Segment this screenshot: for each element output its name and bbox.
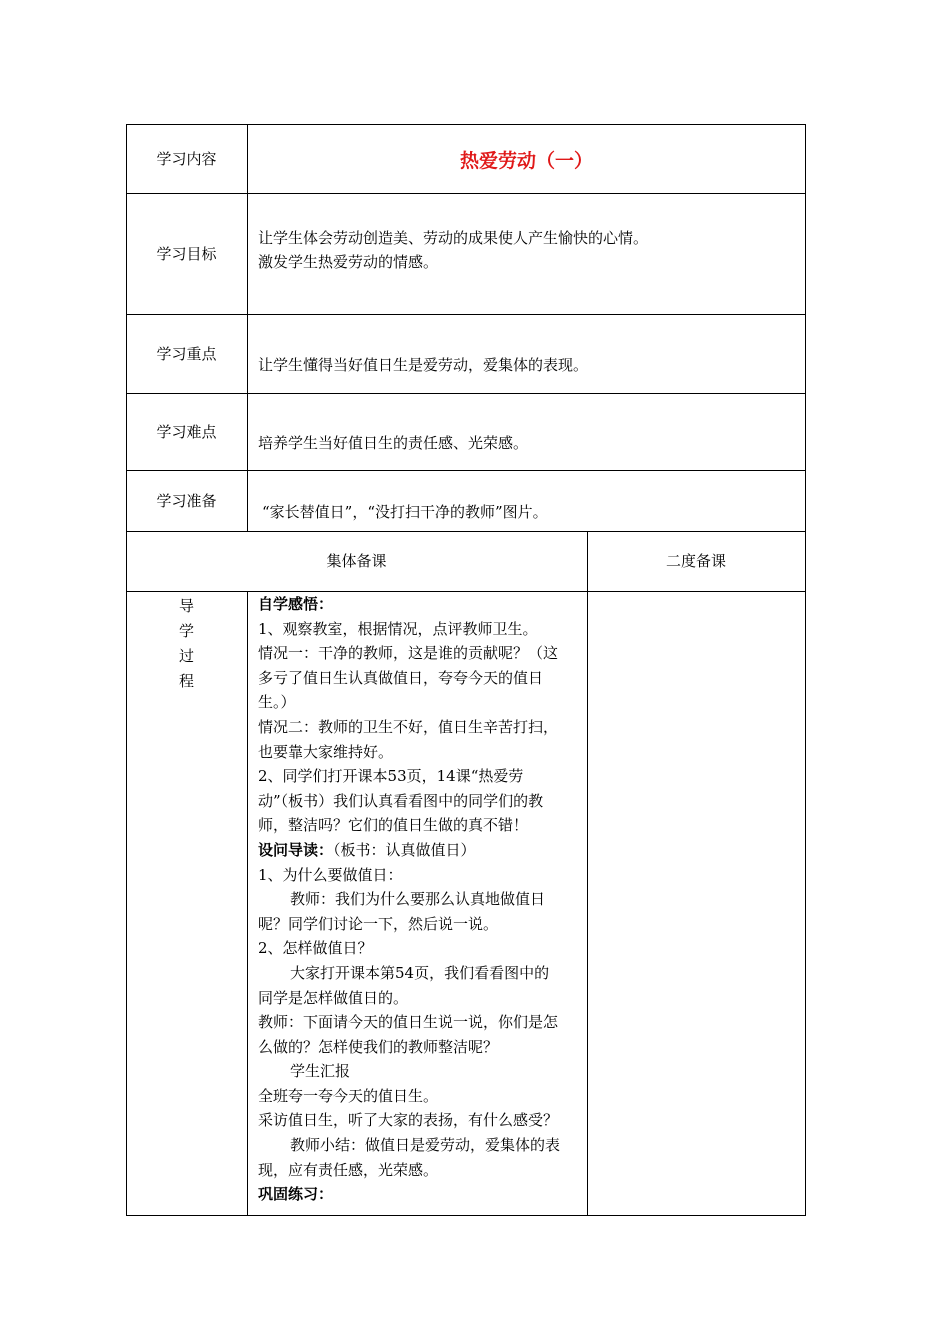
row-label-difficulty: 学习难点 [156,423,217,441]
goals-line-2: 激发学生热爱劳动的情感。 [258,253,439,271]
process-label: 导 学 过 程 [178,597,194,690]
row-label-key: 学习重点 [156,345,217,363]
prep-text: “家长替值日”，“没打扫干净的教师”图片。 [262,503,548,521]
guided-line: 呢？同学们讨论一下，然后说一说。 [258,914,499,933]
guided-line: 全班夸一夸今天的值日生。 [258,1086,439,1105]
second-prep-header: 二度备课 [665,552,726,570]
self-study-line: 情况二：教师的卫生不好，值日生辛苦打扫， [258,717,559,736]
row-label-prep: 学习准备 [156,492,217,510]
row-divider [126,470,806,471]
guided-line: 同学是怎样做值日的。 [258,988,409,1007]
self-study-heading: 自学感悟： [258,595,334,613]
self-study-line: 动”（板书）我们认真看看图中的同学们的教 [258,791,544,810]
guided-line: 1、为什么要做值日： [258,865,403,884]
self-study-line: 生。） [258,693,296,712]
process-content [258,592,583,1207]
practice-heading: 巩固练习： [258,1185,334,1204]
row-divider [126,393,806,394]
guided-line: 采访值日生，听了大家的表扬，有什么感受？ [258,1111,559,1130]
second-prep-column-divider [587,531,588,1216]
row-divider [126,531,806,532]
guided-line: 现，应有责任感，光荣感。 [258,1160,439,1179]
collective-prep-header: 集体备课 [326,552,387,570]
page-title: 热爱劳动（一） [459,150,593,172]
guided-line: 么做的？怎样使我们的教师整洁呢？ [258,1037,499,1056]
self-study-line: 情况一：干净的教师，这是谁的贡献呢？（这 [258,644,559,663]
self-study-line: 多亏了值日生认真做值日，夸夸今天的值日 [258,668,544,687]
guided-heading: 设问导读： [258,840,334,859]
self-study-line: 1、观察教室，根据情况，点评教师卫生。 [258,619,538,638]
guided-line: 2、怎样做值日？ [258,939,373,958]
self-study-line: 师，整洁吗？它们的值日生做的真不错！ [258,816,529,835]
self-study-line: 2、同学们打开课本53页，14课“热爱劳 [258,767,524,786]
guided-heading-line [258,838,583,863]
row-divider [126,314,806,315]
table-border-bottom [126,1215,806,1216]
guided-heading-note: （板书：认真做值日） [333,840,476,859]
guided-line: 教师：我们为什么要那么认真地做值日 [290,890,546,909]
table-border-top [126,124,806,125]
label-column-divider [247,124,248,532]
row-divider [126,193,806,194]
guided-line: 教师：下面请今天的值日生说一说，你们是怎 [258,1013,559,1032]
row-label-content: 学习内容 [156,150,217,168]
table-border-right [805,124,806,1216]
guided-line: 学生汇报 [290,1062,351,1081]
guided-line: 大家打开课本第54页，我们看看图中的 [290,963,550,982]
key-text: 让学生懂得当好值日生是爱劳动，爱集体的表现。 [258,356,589,374]
difficulty-text: 培养学生当好值日生的责任感、光荣感。 [258,434,529,452]
self-study-line: 也要靠大家维持好。 [258,742,394,761]
goals-line-1: 让学生体会劳动创造美、劳动的成果使人产生愉快的心情。 [258,229,649,247]
label-column-divider [247,591,248,1216]
row-label-goals: 学习目标 [156,245,217,263]
guided-line: 教师小结：做值日是爱劳动，爱集体的表 [290,1136,561,1155]
